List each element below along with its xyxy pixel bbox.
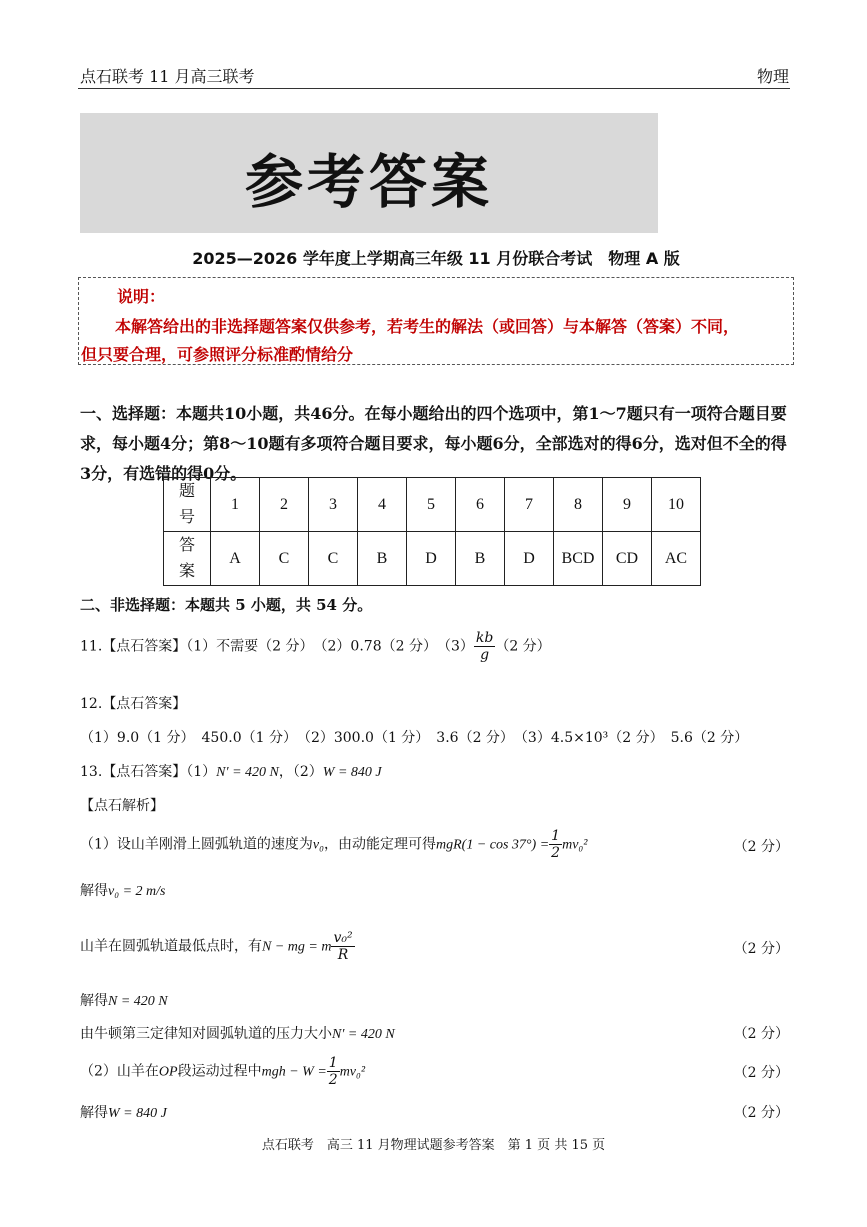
equation: mgR(1 − cos 37°) = xyxy=(436,837,550,853)
answer-cell: A xyxy=(211,532,260,586)
solution-text: 解得 xyxy=(80,883,108,899)
solution-text: 由牛顿第三定律知对圆弧轨道的压力大小 xyxy=(80,1026,332,1042)
header-left: 点石联考 11 月高三联考 xyxy=(80,67,255,86)
question-number: 6 xyxy=(456,478,505,532)
fraction-numerator: kb xyxy=(475,630,494,646)
note-line-1: 本解答给出的非选择题答案仅供参考，若考生的解法（或回答）与本解答（答案）不同， xyxy=(115,317,740,336)
equation: v₀ = 2 m/s xyxy=(108,884,166,899)
equation: mv₀² xyxy=(339,1064,366,1080)
solution-line-2 xyxy=(80,880,165,900)
q11-score: （2 分） xyxy=(495,638,551,655)
solution-text: 山羊在圆弧轨道最低点时，有 xyxy=(80,938,262,955)
answer-cell: D xyxy=(407,532,456,586)
math-symbol: v₀ xyxy=(312,837,324,853)
solution-line-6 xyxy=(80,1055,365,1088)
solution-line-5 xyxy=(80,1023,395,1043)
header-divider xyxy=(78,88,790,89)
table-row xyxy=(164,532,701,586)
fraction-numerator: v₀² xyxy=(333,930,353,946)
fraction-denominator: R xyxy=(337,947,349,963)
question-number: 9 xyxy=(603,478,652,532)
header-char: 案 xyxy=(178,562,195,580)
question-number: 3 xyxy=(309,478,358,532)
question-number: 7 xyxy=(505,478,554,532)
section-2-heading: 二、非选择题：本题共 5 小题，共 54 分。 xyxy=(80,596,373,614)
analysis-title: 【点石解析】 xyxy=(80,798,164,814)
q11-text: 11.【点石答案】（1）不需要（2 分） （2）0.78（2 分） （3） xyxy=(80,638,474,655)
fraction-numerator: 1 xyxy=(551,828,561,844)
equation: N′ = 420 N xyxy=(332,1027,395,1042)
score-label: （2 分） xyxy=(733,1026,789,1042)
fraction xyxy=(331,930,354,963)
answer-cell: B xyxy=(358,532,407,586)
solution-text: 解得 xyxy=(80,993,108,1009)
answer-cell: CD xyxy=(603,532,652,586)
equation: W = 840 J xyxy=(108,1106,167,1121)
table-row xyxy=(164,478,701,532)
answer-cell: C xyxy=(260,532,309,586)
answer-table xyxy=(163,477,701,586)
question-number: 2 xyxy=(260,478,309,532)
table-header-cell xyxy=(164,532,211,586)
solution-line-7 xyxy=(80,1102,167,1122)
solution-text: ，由动能定理可得 xyxy=(324,836,436,853)
answer-cell: C xyxy=(309,532,358,586)
solution-line-1 xyxy=(80,828,587,861)
fraction-denominator: 2 xyxy=(328,1072,338,1088)
answer-cell: D xyxy=(505,532,554,586)
fraction-denominator: 2 xyxy=(551,845,561,861)
q13-separator: ，（2） xyxy=(278,764,323,780)
q12-title: 12.【点石答案】 xyxy=(80,696,187,712)
equation: mv₀² xyxy=(562,837,588,853)
score-label: （2 分） xyxy=(733,1105,789,1121)
section-1-instructions: 一、选择题：本题共10小题，共46分。在每小题给出的四个选项中，第1～7题只有一项符合题目要求，每小题4分；第8～10题有多项符合题目要求，每小题6分，全部选对的得6分，选对但不全的得3分，有选错的得0分。 xyxy=(80,404,787,483)
score-label: （2 分） xyxy=(733,941,789,957)
q13-answer-b: W = 840 J xyxy=(322,765,382,780)
solution-text: 段运动过程中 xyxy=(177,1063,262,1080)
answer-cell: AC xyxy=(652,532,701,586)
solution-text: （2）山羊在 xyxy=(80,1063,159,1080)
table-header-cell xyxy=(164,478,211,532)
page-footer: 点石联考 高三 11 月物理试题参考答案 第 1 页 共 15 页 xyxy=(261,1138,606,1153)
banner-title: 参考答案 xyxy=(244,148,493,216)
title-banner xyxy=(80,113,658,233)
solution-line-3 xyxy=(80,930,355,963)
fraction-numerator: 1 xyxy=(328,1055,338,1071)
solution-text: （1）设山羊刚滑上圆弧轨道的速度为 xyxy=(80,836,313,853)
note-box xyxy=(78,277,794,365)
q13-prefix: 13.【点石答案】（1） xyxy=(80,764,217,780)
question-number: 4 xyxy=(358,478,407,532)
question-number: 8 xyxy=(554,478,603,532)
equation: N − mg = m xyxy=(262,939,332,955)
fraction xyxy=(549,828,562,861)
header-char: 题 xyxy=(178,482,195,500)
solution-text: 解得 xyxy=(80,1105,108,1121)
q12-answer: （1）9.0（1 分） 450.0（1 分） （2）300.0（1 分） 3.6（2 分） （3）4.5×10³（2 分） 5.6（2 分） xyxy=(80,730,749,746)
fraction xyxy=(327,1055,340,1088)
math-symbol: OP xyxy=(158,1064,178,1080)
answer-cell: BCD xyxy=(554,532,603,586)
note-line-2: 但只要合理，可参照评分标准酌情给分 xyxy=(81,345,354,364)
score-label: （2 分） xyxy=(733,1065,789,1081)
question-number: 1 xyxy=(211,478,260,532)
note-title: 说明： xyxy=(117,287,166,306)
header-char: 号 xyxy=(178,508,195,526)
equation: mgh − W = xyxy=(261,1064,327,1080)
question-number: 5 xyxy=(407,478,456,532)
solution-line-4 xyxy=(80,990,168,1010)
q13-answer xyxy=(80,761,382,781)
answer-cell: B xyxy=(456,532,505,586)
q11-fraction xyxy=(474,630,495,663)
q13-answer-a: N′ = 420 N xyxy=(216,765,279,780)
question-number: 10 xyxy=(652,478,701,532)
q11-answer xyxy=(80,630,551,663)
exam-subtitle: 2025—2026 学年度上学期高三年级 11 月份联合考试 物理 A 版 xyxy=(192,249,680,268)
header-right: 物理 xyxy=(756,67,789,86)
score-label: （2 分） xyxy=(733,839,789,855)
header-char: 答 xyxy=(178,536,195,554)
equation: N = 420 N xyxy=(108,994,168,1009)
fraction-denominator: g xyxy=(480,647,490,663)
